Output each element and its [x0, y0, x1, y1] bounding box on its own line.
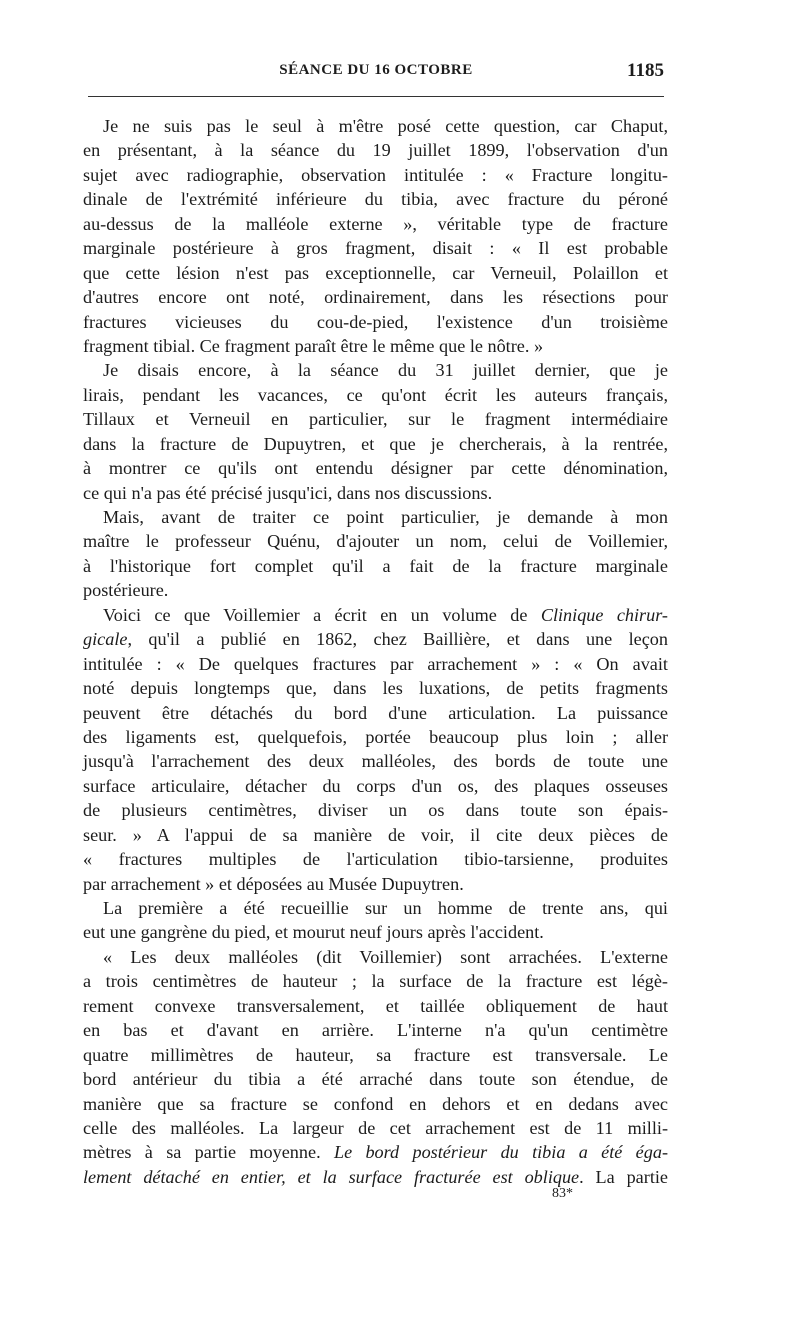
- text-segment: Je disais encore, à la séance du 31 juillet dernier, que je: [103, 360, 668, 381]
- text-line: [83, 725, 668, 749]
- text-segment: en présentant, à la séance du 19 juillet 1899, l'observation d'un: [83, 140, 668, 161]
- running-title: SÉANCE DU 16 OCTOBRE: [279, 62, 473, 78]
- text-line: [83, 407, 668, 431]
- text-segment: manière que sa fracture se confond en dehors et en dedans avec: [83, 1093, 668, 1114]
- text-line: [83, 432, 668, 456]
- text-segment: intitulée : « De quelques fractures par arrachement » : « On avait: [83, 653, 668, 674]
- text-line: [83, 896, 668, 920]
- page-header: [88, 58, 664, 88]
- text-line: [83, 652, 668, 676]
- text-segment: à montrer ce qu'ils ont entendu désigner par cette dénomination,: [83, 458, 668, 479]
- body-text: [83, 114, 668, 1189]
- text-segment: a trois centimètres de hauteur ; la surface de la fracture est légè-: [83, 971, 668, 992]
- header-rule: [88, 96, 664, 97]
- text-line: [83, 310, 668, 334]
- text-segment: Tillaux et Verneuil en particulier, sur le fragment intermédiaire: [83, 409, 668, 430]
- text-line: [83, 114, 668, 138]
- text-line: [83, 1116, 668, 1140]
- italic-text: gicale: [83, 629, 128, 650]
- text-segment: Voici ce que Voillemier a écrit en un volume de: [103, 604, 541, 625]
- text-segment: noté depuis longtemps que, dans les luxations, de petits fragments: [83, 678, 668, 699]
- text-segment: bord antérieur du tibia a été arraché dans toute son étendue, de: [83, 1069, 668, 1090]
- text-line: [83, 872, 668, 896]
- text-line: [83, 798, 668, 822]
- text-line: [83, 236, 668, 260]
- text-segment: surface articulaire, détacher du corps d'un os, des plaques osseuses: [83, 775, 668, 796]
- text-line: [83, 847, 668, 871]
- text-line: [83, 627, 668, 651]
- text-segment: que cette lésion n'est pas exceptionnelle, car Verneuil, Polaillon et: [83, 262, 668, 283]
- text-line: [83, 701, 668, 725]
- text-segment: fractures vicieuses du cou-de-pied, l'existence d'un troisième: [83, 311, 668, 332]
- text-segment: dinale de l'extrémité inférieure du tibia, avec fracture du péroné: [83, 189, 668, 210]
- text-line: [83, 138, 668, 162]
- text-segment: fragment tibial. Ce fragment paraît être le même que le nôtre. »: [83, 335, 544, 356]
- text-line: [83, 994, 668, 1018]
- text-line: [83, 920, 668, 944]
- page-number: 1185: [627, 60, 664, 81]
- text-line: [83, 969, 668, 993]
- italic-text: lement détaché en entier, et la surface fracturée est oblique: [83, 1166, 580, 1187]
- text-line: [83, 578, 668, 602]
- text-line: [83, 383, 668, 407]
- text-line: [83, 1140, 668, 1164]
- text-segment: des ligaments est, quelquefois, portée beaucoup plus loin ; aller: [83, 726, 668, 747]
- text-segment: La première a été recueillie sur un homme de trente ans, qui: [103, 898, 668, 918]
- text-line: [83, 1018, 668, 1042]
- text-segment: . La partie: [579, 1166, 668, 1187]
- italic-text: Le bord postérieur du tibia a été éga-: [333, 1142, 669, 1163]
- text-segment: « fractures multiples de l'articulation tibio-tarsienne, produites: [83, 849, 668, 870]
- text-line: [83, 749, 668, 773]
- text-line: [83, 1092, 668, 1116]
- text-segment: par arrachement » et déposées au Musée Dupuytren.: [83, 873, 464, 894]
- text-segment: rement convexe transversalement, et taillée obliquement de haut: [83, 995, 668, 1016]
- text-line: [83, 823, 668, 847]
- text-line: [83, 261, 668, 285]
- text-line: [83, 456, 668, 480]
- text-segment: lirais, pendant les vacances, ce qu'ont écrit les auteurs français,: [83, 384, 668, 405]
- text-segment: Mais, avant de traiter ce point particulier, je demande à mon: [103, 507, 668, 527]
- text-line: [83, 505, 668, 529]
- text-segment: postérieure.: [83, 580, 169, 601]
- text-segment: marginale postérieure à gros fragment, disait : « Il est probable: [83, 238, 668, 259]
- text-segment: sujet avec radiographie, observation intitulée : « Fracture longitu-: [83, 164, 668, 185]
- text-segment: Je ne suis pas le seul à m'être posé cette question, car Chaput,: [103, 116, 668, 136]
- text-segment: « Les deux malléoles (dit Voillemier) sont arrachées. L'externe: [103, 946, 668, 967]
- text-segment: seur. » A l'appui de sa manière de voir, il cite deux pièces de: [83, 824, 668, 845]
- text-line: [83, 603, 668, 627]
- text-segment: jusqu'à l'arrachement des deux malléoles, des bords de toute une: [83, 751, 668, 772]
- text-segment: d'autres encore ont noté, ordinairement, dans les résections pour: [83, 287, 668, 308]
- text-line: [83, 529, 668, 553]
- text-line: [83, 945, 668, 969]
- text-line: [83, 187, 668, 211]
- text-line: [83, 212, 668, 236]
- text-segment: de plusieurs centimètres, diviser un os dans toute son épais-: [83, 800, 668, 821]
- text-line: [83, 1043, 668, 1067]
- text-line: [83, 481, 668, 505]
- text-line: [83, 285, 668, 309]
- text-segment: quatre millimètres de hauteur, sa fracture est transversale. Le: [83, 1044, 668, 1065]
- signature-mark: 83*: [552, 1186, 573, 1201]
- text-line: [83, 676, 668, 700]
- text-segment: celle des malléoles. La largeur de cet arrachement est de 11 milli-: [83, 1117, 668, 1138]
- text-segment: dans la fracture de Dupuytren, et que je chercherais, à la rentrée,: [83, 433, 668, 454]
- text-segment: mètres à sa partie moyenne.: [83, 1142, 334, 1163]
- text-segment: peuvent être détachés du bord d'une articulation. La puissance: [83, 702, 668, 723]
- text-line: [83, 163, 668, 187]
- text-line: [83, 554, 668, 578]
- text-segment: ce qui n'a pas été précisé jusqu'ici, dans nos discussions.: [83, 482, 493, 503]
- text-segment: à l'historique fort complet qu'il a fait de la fracture marginale: [83, 555, 668, 576]
- text-line: [83, 334, 668, 358]
- text-line: [83, 1067, 668, 1091]
- text-line: [83, 774, 668, 798]
- text-line: [83, 1165, 668, 1189]
- text-line: [83, 358, 668, 382]
- text-segment: en bas et d'avant en arrière. L'interne n'a qu'un centimètre: [83, 1020, 668, 1041]
- text-segment: maître le professeur Quénu, d'ajouter un nom, celui de Voillemier,: [83, 531, 668, 552]
- text-segment: au-dessus de la malléole externe », véritable type de fracture: [83, 213, 668, 234]
- italic-text: Clinique chirur-: [540, 604, 668, 625]
- text-segment: , qu'il a publié en 1862, chez Baillière, et dans une leçon: [127, 629, 668, 650]
- text-segment: eut une gangrène du pied, et mourut neuf jours après l'accident.: [83, 922, 544, 943]
